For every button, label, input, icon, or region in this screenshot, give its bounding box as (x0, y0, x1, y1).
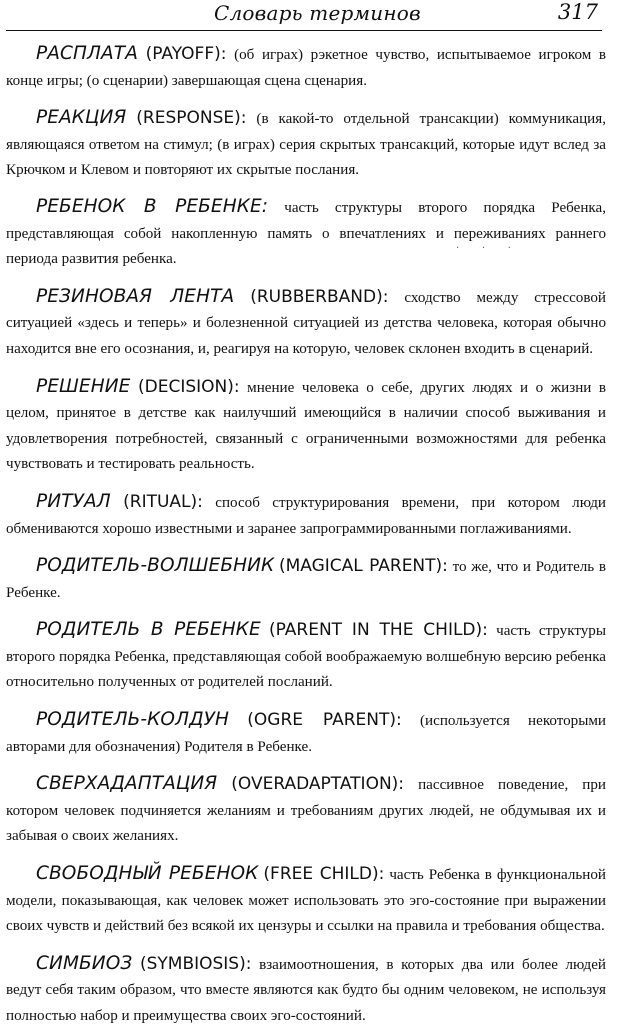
glossary-entry (6, 707, 610, 760)
entry-english: (FREE CHILD): (263, 864, 385, 885)
entry-definition: (используется некоторыми авторами для обозначения) Родителя в Ребенке. (6, 713, 606, 755)
entry-definition: часть Ребенка в функциональной модели, показывающая, как человек может использовать это эго-состояние при выражении своих чувств и действий без всякой их цензуры и ссылки на правила и требования общества. (6, 867, 606, 935)
entry-definition: (в какой-то отдельной трансакции) коммуникация, являющаяся ответом на стимул; (в играх) серия скрытых трансакций, которые идут вслед за Крючком и Клевом и повторяют их скрытые послания. (6, 111, 606, 179)
entry-english: (MAGICAL PARENT): (278, 556, 448, 577)
glossary-entry (6, 861, 610, 940)
entry-term: РАСПЛАТА (36, 43, 138, 64)
glossary-entry (6, 771, 610, 850)
entry-term: СВОБОДНЫЙ РЕБЕНОК (36, 863, 259, 885)
entry-english: (PARENT IN THE CHILD): (268, 620, 488, 641)
entry-term: РОДИТЕЛЬ-КОЛДУН (36, 709, 230, 731)
entry-definition: пассивное поведение, при котором человек подчиняется желаниям и требованиям других людей, не обдумывая их и забывая о своих желаниях. (6, 777, 606, 845)
entry-definition: сходство между стрессовой ситуацией «здесь и теперь» и болезненной ситуацией из детства человека, которая обычно находится вне его осознания, и, реагируя на которую, человек склонен входить в сценарий. (6, 289, 607, 357)
running-head (6, 0, 602, 31)
entry-term: РЕАКЦИЯ (36, 107, 127, 129)
entry-definition: способ структурирования времени, при котором люди обмениваются хорошо известными и заранее запрограммированными поглаживаниями. (6, 494, 606, 537)
glossary-entry (6, 284, 610, 363)
entry-english: (OGRE PARENT): (247, 710, 402, 731)
glossary-entry (6, 41, 610, 94)
entry-definition: часть структуры второго порядка Ребенка, представляющая собой накопленную память о впечатлениях и переживаниях раннего периода развития ребенка. (6, 199, 607, 268)
entry-term: СВЕРХАДАПТАЦИЯ (36, 773, 218, 795)
scan-specks: · · · (456, 243, 521, 254)
entry-definition: взаимоотношения, в которых два или более людей ведут себя таким образом, что вместе являются как будто бы одним человеком, не используя полностью набор и преимущества своих эго-состояний. (6, 956, 606, 1024)
glossary-entry (6, 105, 610, 184)
entry-definition: часть структуры второго порядка Ребенка, представляющая собой воображаемую волшебную версию ребенка относительно полученных от родителей посланий. (6, 623, 606, 691)
entry-term: СИМБИОЗ (36, 952, 133, 974)
glossary-entries (6, 41, 610, 1030)
running-title: Словарь терминов (214, 1, 421, 25)
glossary-entry (6, 553, 610, 606)
entry-english: (PAYOFF): (145, 44, 227, 64)
entry-english: (RUBBERBAND): (250, 286, 389, 307)
page-number: 317 (557, 0, 598, 24)
glossary-entry (6, 617, 610, 696)
entry-english: (DECISION): (138, 376, 240, 397)
entry-english: (RITUAL): (123, 491, 203, 512)
glossary-entry (6, 951, 610, 1030)
entry-term: РИТУАЛ (36, 490, 111, 512)
entry-english: (RESPONSE): (136, 108, 247, 129)
entry-term: РЕЗИНОВАЯ ЛЕНТА (36, 285, 235, 307)
entry-english: (OVERADAPTATION): (231, 774, 405, 795)
entry-term: РЕШЕНИЕ (36, 375, 131, 397)
glossary-entry (6, 489, 610, 542)
entry-definition: (об играх) рэкетное чувство, испытываемое игроком в конце игры; (о сценарии) завершающая сцена сценария. (6, 47, 606, 89)
glossary-entry (6, 374, 610, 478)
entry-term: РОДИТЕЛЬ-ВОЛШЕБНИК (36, 555, 275, 577)
glossary-entry (6, 194, 610, 273)
entry-term: РЕБЕНОК В РЕБЕНКЕ: (36, 195, 269, 217)
entry-definition: то же, что и Родитель в Ребенке. (6, 559, 606, 601)
entry-term: РОДИТЕЛЬ В РЕБЕНКЕ (36, 619, 261, 641)
entry-definition: мнение человека о себе, других людях и о жизни в целом, принятое в детстве как наилучший имеющийся в наличии способ выживания и удовлетворения потребностей, связанный с ограниченными возможностями для ребенка чувствовать и тестировать реальность. (6, 379, 606, 473)
entry-english: (SYMBIOSIS): (139, 953, 252, 974)
